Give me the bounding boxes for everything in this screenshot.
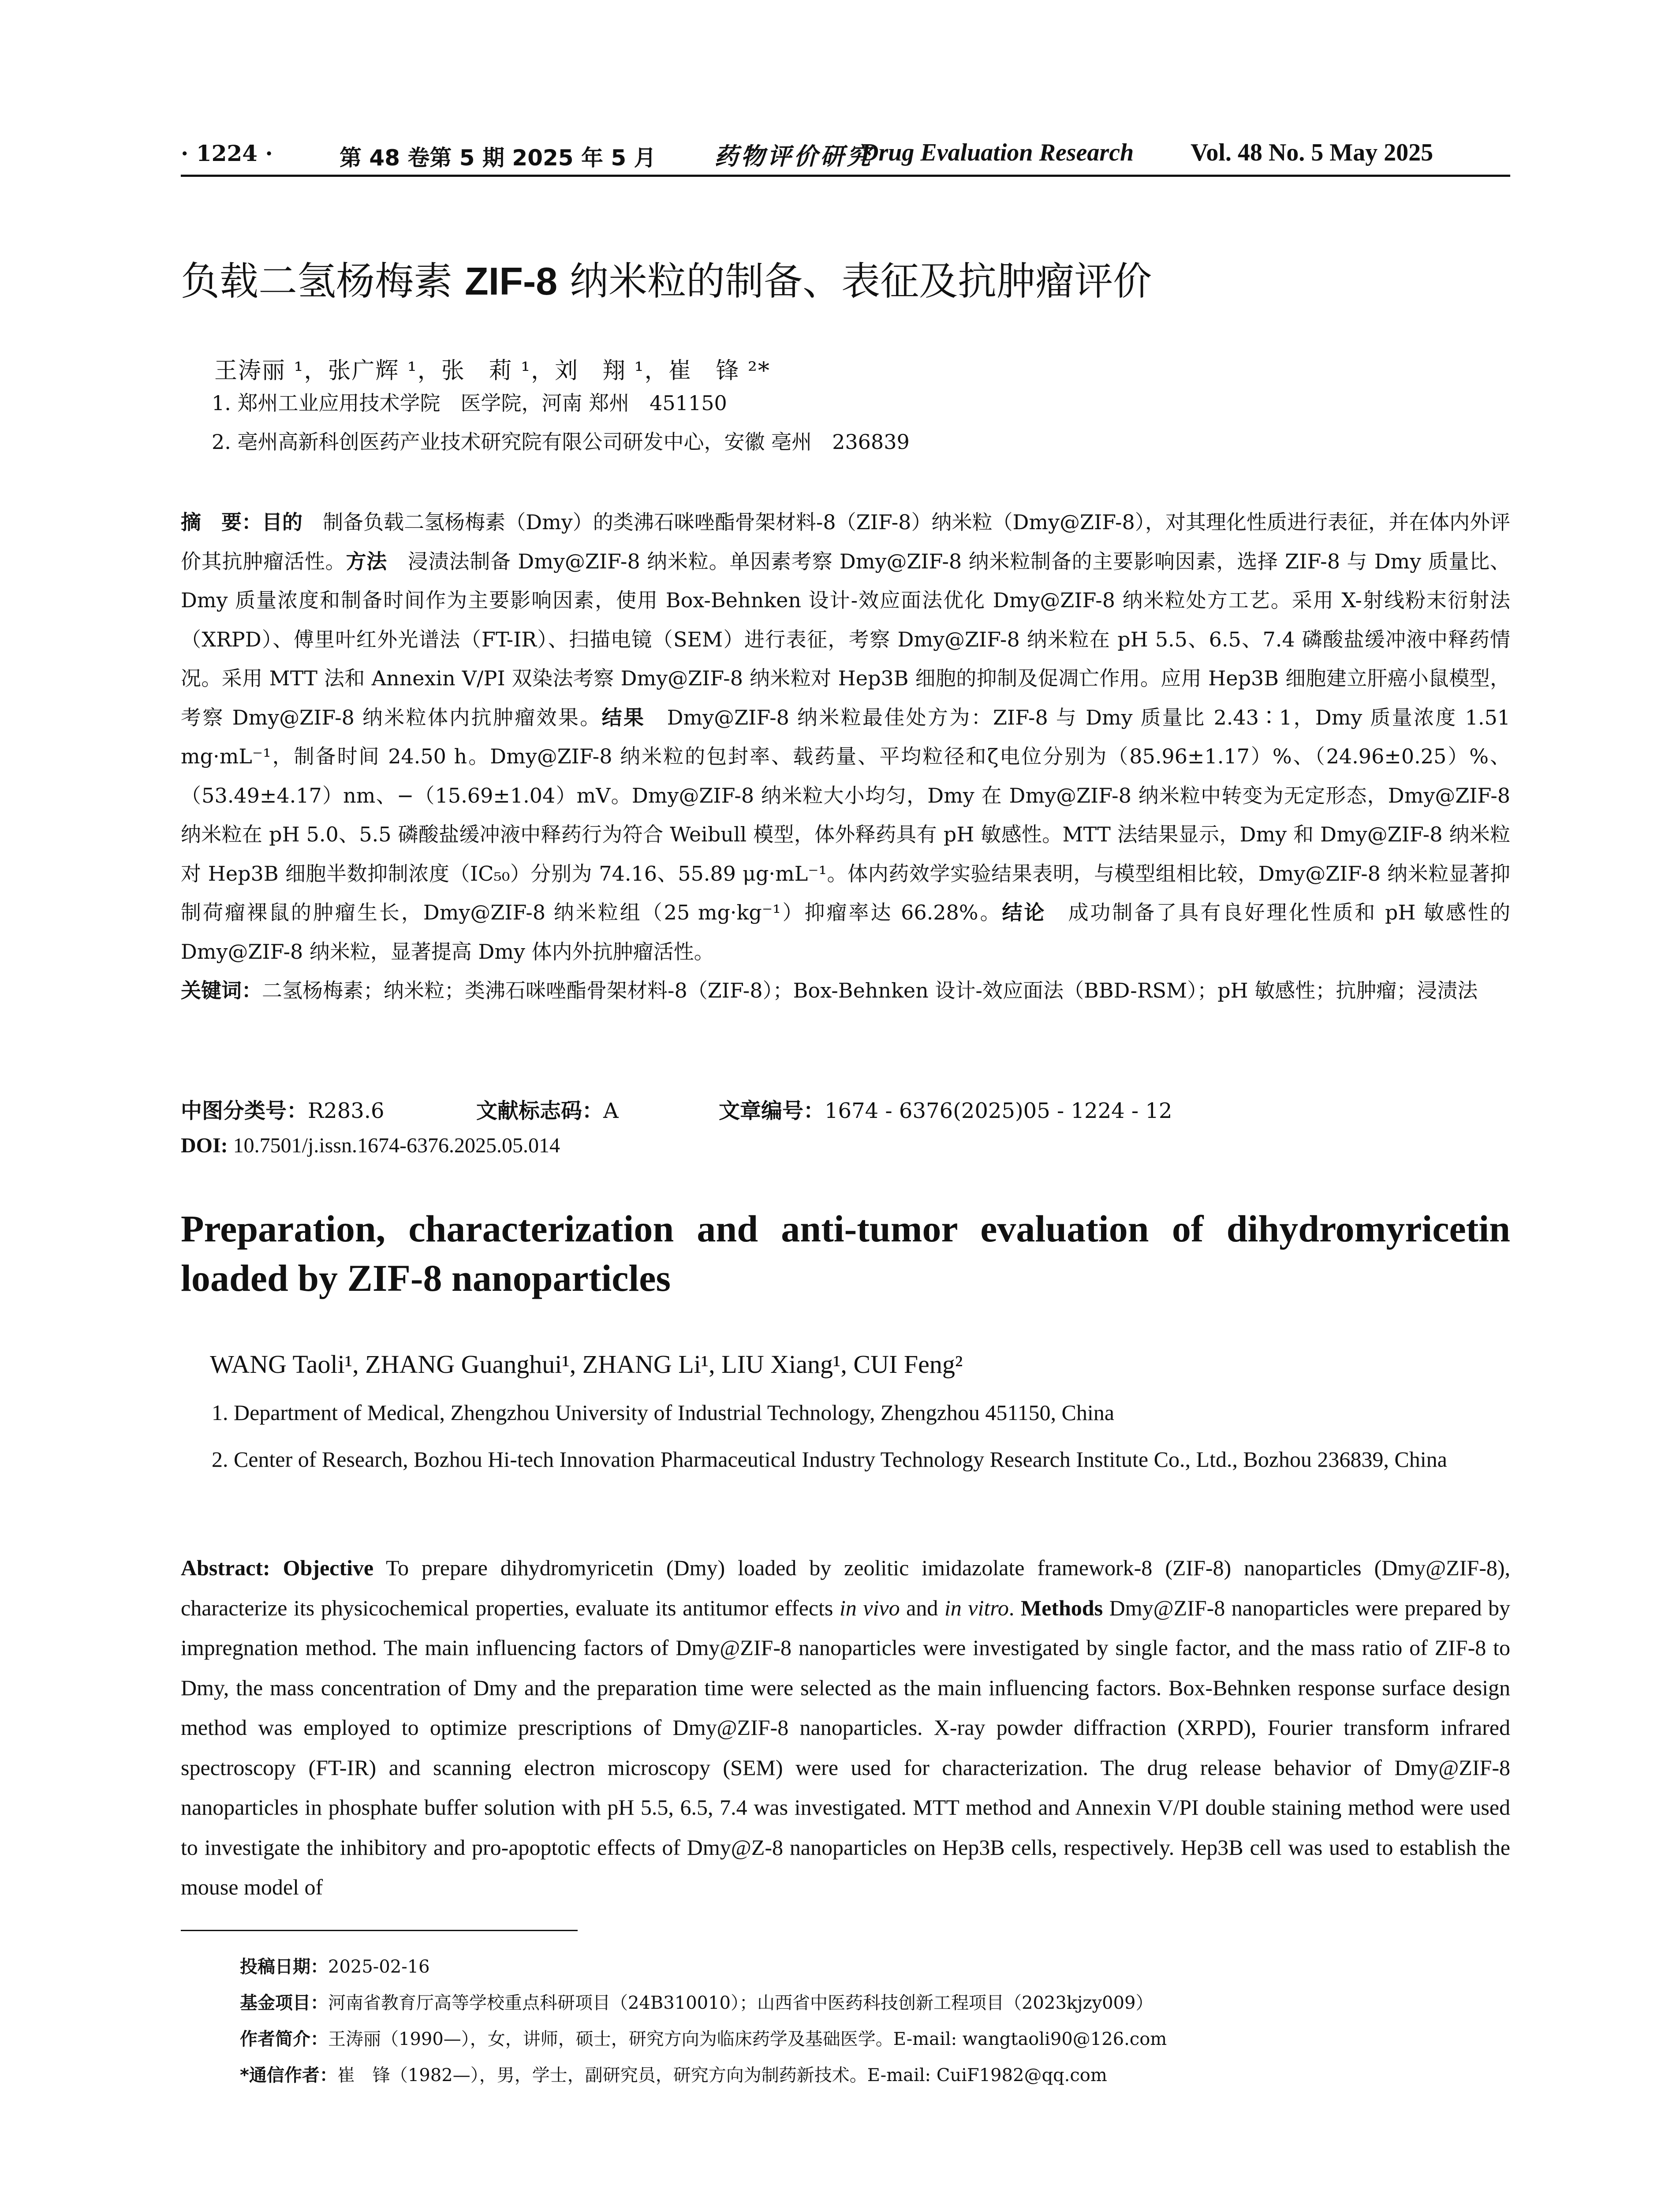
page-number: · 1224 · (181, 140, 273, 166)
abstract-en: Abstract: Objective To prepare dihydromyricetin (Dmy) loaded by zeolitic imidazolate framework-8 (ZIF-8) nanoparticles (Dmy@ZIF-8), characterize its physicochemical properties, evaluate its antitumor effects in vivo and in vitro. Methods Dmy@ZIF-8 nanoparticles were prepared by impregnation method. The main influencing factors of Dmy@ZIF-8 nanoparticles were investigated by single factor, and the mass ratio of ZIF-8 to Dmy, the mass concentration of Dmy and the preparation time were selected as the main influencing factors. Box-Behnken response surface design method was employed to optimize prescriptions of Dmy@ZIF-8 nanoparticles. X-ray powder diffraction (XRPD), Fourier transform infrared spectroscopy (FT-IR) and scanning electron microscopy (SEM) were used for characterization. The drug release behavior of Dmy@ZIF-8 nanoparticles in phosphate buffer solution with pH 5.5, 6.5, 7.4 was investigated. MTT method and Annexin V/PI double staining method were used to investigate the inhibitory and pro-apoptotic effects of Dmy@Z-8 nanoparticles on Hep3B cells, respectively. Hep3B cell was used to establish the mouse model of (181, 1555, 1511, 1899)
objective-label-cn: 目的 (262, 510, 303, 534)
methods-cn: 浸渍法制备 Dmy@ZIF-8 纳米粒。单因素考察 Dmy@ZIF-8 纳米粒制备的主要影响因素，选择 ZIF-8 与 Dmy 质量比、Dmy 质量浓度和制备时间作为主要影响因素，使用 Box-Behnken 设计-效应面法优化 Dmy@ZIF-8 纳米粒处方工艺。采用 X-射线粉末衍射法（XRPD）、傅里叶红外光谱法（FT-IR）、扫描电镜（SEM）进行表征，考察 Dmy@ZIF-8 纳米粒在 pH 5.5、6.5、7.4 磷酸盐缓冲液中释药情况。采用 MTT 法和 Annexin V/PI 双染法考察 Dmy@ZIF-8 纳米粒对 Hep3B 细胞的抑制及促凋亡作用。应用 Hep3B 细胞建立肝癌小鼠模型，考察 Dmy@ZIF-8 纳米粒体内抗肿瘤效果。 (181, 549, 1511, 729)
abstract-cn (181, 503, 1510, 1010)
methods-label-en: Methods (1020, 1595, 1103, 1620)
footnote-received: 投稿日期：2025-02-16 (240, 1957, 430, 1977)
methods-en: Dmy@ZIF-8 nanoparticles were prepared by impregnation method. The main influencing factors of Dmy@ZIF-8 nanoparticles were investigated by single factor, and the mass ratio of ZIF-8 to Dmy, the mass concentration of Dmy and the preparation time were selected as the main influencing factors. Box-Behnken response surface design method was employed to optimize prescriptions of Dmy@ZIF-8 nanoparticles. X-ray powder diffraction (XRPD), Fourier transform infrared spectroscopy (FT-IR) and scanning electron microscopy (SEM) were used for characterization. The drug release behavior of Dmy@ZIF-8 nanoparticles in phosphate buffer solution with pH 5.5, 6.5, 7.4 was investigated. MTT method and Annexin V/PI double staining method were used to investigate the inhibitory and pro-apoptotic effects of Dmy@Z-8 nanoparticles on Hep3B cells, respectively. Hep3B cell was used to establish the mouse model of (181, 1595, 1510, 1899)
clc-number: 中图分类号：R283.6 (181, 1099, 385, 1123)
affiliation-cn-2: 2. 亳州高新科创医药产业技术研究院有限公司研发中心，安徽 亳州 236839 (212, 430, 910, 454)
footnote-rule (181, 1930, 578, 1931)
title-cn: 负载二氢杨梅素 ZIF-8 纳米粒的制备、表征及抗肿瘤评价 (181, 258, 1152, 304)
methods-label-cn: 方法 (346, 549, 388, 573)
doi: DOI: 10.7501/j.issn.1674-6376.2025.05.014 (181, 1134, 560, 1157)
affiliation-en-2: 2. Center of Research, Bozhou Hi-tech Innovation Pharmaceutical Industry Technology Research Institute Co., Ltd., Bozhou 236839, China (212, 1447, 1447, 1472)
conclusion-cn: 成功制备了具有良好理化性质和 pH 敏感性的 Dmy@ZIF-8 纳米粒，显著提高 Dmy 体内外抗肿瘤活性。 (181, 901, 1511, 964)
affiliation-cn-1: 1. 郑州工业应用技术学院 医学院，河南 郑州 451150 (212, 391, 727, 415)
title-en: Preparation, characterization and anti-tumor evaluation of dihydromyricetin loaded by ZIF-8 nanoparticles (181, 1207, 1510, 1299)
footnote-author-bio: 作者简介：王涛丽（1990—），女，讲师，硕士，研究方向为临床药学及基础医学。E-mail: wangtaoli90@126.com (240, 2029, 1167, 2049)
objective-cn: 制备负载二氢杨梅素（Dmy）的类沸石咪唑酯骨架材料-8（ZIF-8）纳米粒（Dmy@ZIF-8），对其理化性质进行表征，并在体内外评价其抗肿瘤活性。 (181, 510, 1511, 573)
keywords-cn: 二氢杨梅素；纳米粒；类沸石咪唑酯骨架材料-8（ZIF-8）；Box-Behnken 设计-效应面法（BBD-RSM）；pH 敏感性；抗肿瘤；浸渍法 (262, 979, 1478, 1002)
results-cn: Dmy@ZIF-8 纳米粒最佳处方为：ZIF-8 与 Dmy 质量比 2.43∶1，Dmy 质量浓度 1.51 mg·mL⁻¹，制备时间 24.50 h。Dmy@ZIF-8 纳米粒的包封率、载药量、平均粒径和ζ电位分别为（85.96±1.17）%、（24.96±0.25）%、（53.49±4.17）nm、−（15.69±1.04）mV。Dmy@ZIF-8 纳米粒大小均匀，Dmy 在 Dmy@ZIF-8 纳米粒中转变为无定形态，Dmy@ZIF-8 纳米粒在 pH 5.0、5.5 磷酸盐缓冲液中释药行为符合 Weibull 模型，体外释药具有 pH 敏感性。MTT 法结果显示，Dmy 和 Dmy@ZIF-8 纳米粒对 Hep3B 细胞半数抑制浓度（IC₅₀）分别为 74.16、55.89 μg·mL⁻¹。体内药效学实验结果表明，与模型组相比较，Dmy@ZIF-8 纳米粒显著抑制荷瘤裸鼠的肿瘤生长，Dmy@ZIF-8 纳米粒组（25 mg·kg⁻¹）抑瘤率达 66.28%。 (181, 705, 1511, 924)
header-rule (181, 175, 1510, 177)
abstract-cn-label: 摘 要： (181, 510, 262, 534)
article-number: 文章编号：1674 - 6376(2025)05 - 1224 - 12 (719, 1099, 1172, 1123)
keywords-label-cn: 关键词： (181, 979, 262, 1002)
authors-cn: 王涛丽 ¹，张广辉 ¹，张 莉 ¹，刘 翔 ¹，崔 锋 ²* (214, 358, 770, 384)
journal-issue-cn: 第 48 卷第 5 期 2025 年 5 月 (340, 145, 656, 171)
journal-name-cn: 药物评价研究 (714, 142, 873, 170)
results-label-cn: 结果 (601, 705, 646, 729)
authors-en: WANG Taoli¹, ZHANG Guanghui¹, ZHANG Li¹, LIU Xiang¹, CUI Feng² (210, 1350, 963, 1379)
affiliation-en-1: 1. Department of Medical, Zhengzhou University of Industrial Technology, Zhengzhou 451150, China (212, 1400, 1114, 1425)
journal-name-en: Drug Evaluation Research (861, 139, 1134, 166)
footnote-corresponding: *通信作者：崔 锋（1982—），男，学士，副研究员，研究方向为制药新技术。E-mail: CuiF1982@qq.com (240, 2065, 1107, 2085)
conclusion-label-cn: 结论 (1002, 901, 1046, 924)
document-code: 文献标志码：A (476, 1099, 619, 1123)
journal-volume-en: Vol. 48 No. 5 May 2025 (1191, 139, 1434, 166)
abstract-en-label: Abstract: Objective (181, 1555, 374, 1580)
footnote-funding: 基金项目：河南省教育厅高等学校重点科研项目（24B310010）；山西省中医药科技创新工程项目（2023kjzy009） (240, 1993, 1154, 2013)
objective-en: To prepare dihydromyricetin (Dmy) loaded by zeolitic imidazolate framework-8 (ZIF-8) nanoparticles (Dmy@ZIF-8), characterize its physicochemical properties, evaluate its antitumor effects (181, 1555, 1511, 1620)
